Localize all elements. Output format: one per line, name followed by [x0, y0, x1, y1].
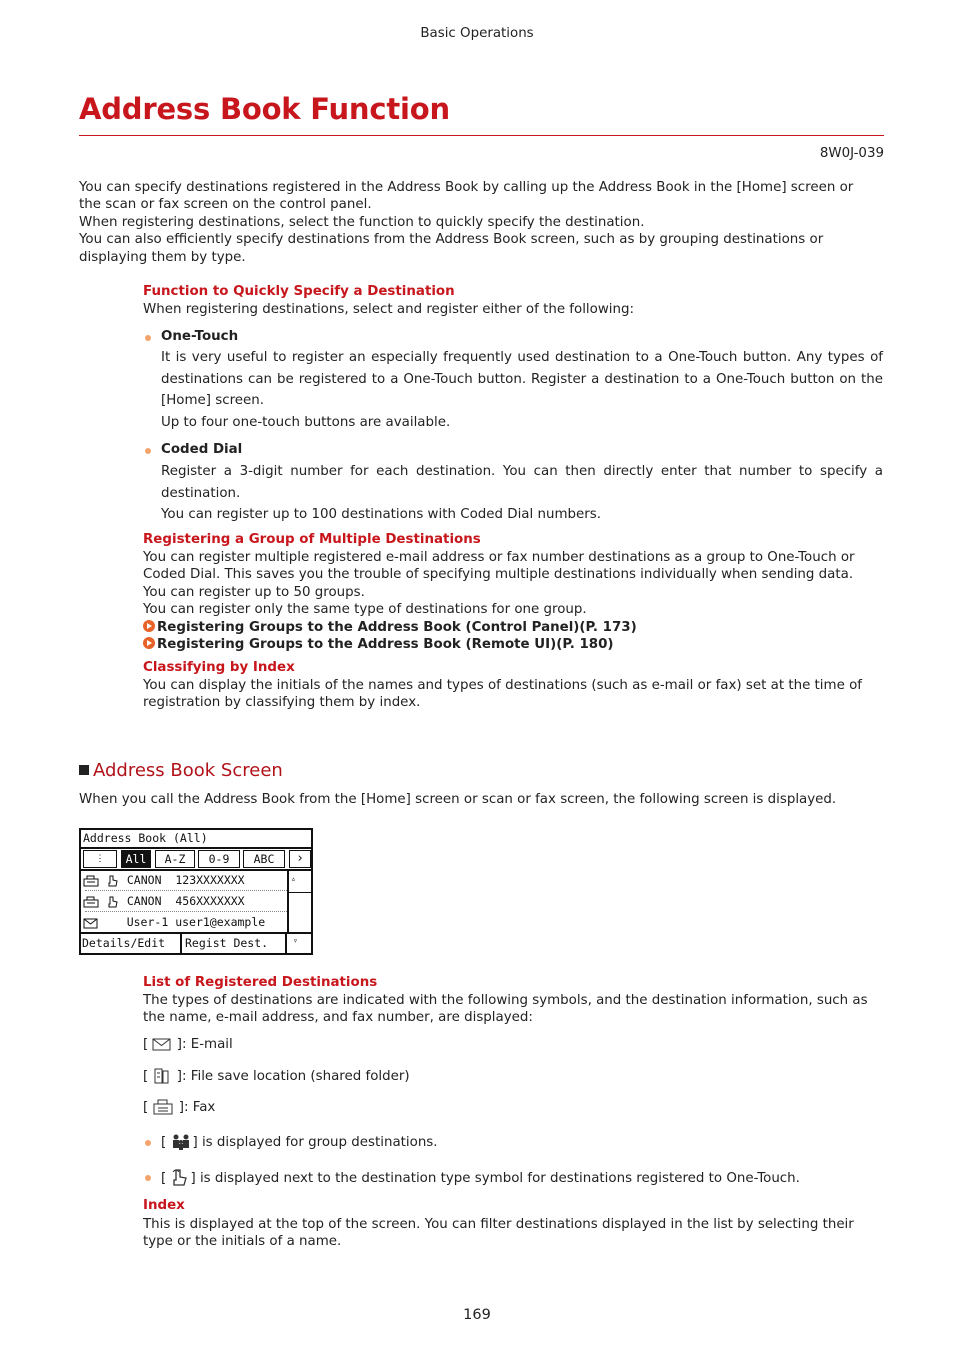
lcd-title: Address Book (All) [83, 831, 208, 845]
coded-dial-note: You can register up to 100 destinations with Coded Dial numbers. [161, 507, 601, 522]
bullet-dot [145, 1140, 151, 1146]
email-icon [83, 917, 99, 929]
row-name: CANON [126, 873, 162, 887]
group-line: You can register only the same type of destinations for one group. [143, 602, 587, 618]
title-rule [79, 135, 884, 136]
index-line: This is displayed at the top of the screen. You can filter destinations displayed in the list by selecting their [143, 1217, 854, 1232]
type-fax: [ ]: Fax [143, 1100, 216, 1115]
tab-a-z[interactable]: A-Z [155, 850, 195, 868]
type-shared-folder: [ ]: File save location (shared folder) [143, 1069, 410, 1084]
list-dest-line: The types of destinations are indicated with the following symbols, and the destination information, such as [143, 993, 868, 1008]
intro-line: You can also efficiently specify destinations from the Address Book screen, such as by grouping destinations or [79, 232, 824, 248]
running-header: Basic Operations [420, 26, 534, 41]
quick-lead: When registering destinations, select and register either of the following: [143, 302, 635, 317]
index-heading: Index [143, 1198, 185, 1213]
link-groups-control-panel[interactable]: Registering Groups to the Address Book (Control Panel)(P. 173) [143, 619, 888, 636]
row-name: CANON [126, 894, 162, 908]
chevron-right-icon[interactable]: › [289, 850, 311, 868]
one-touch-icon [106, 895, 120, 909]
page-title: Address Book Function [79, 92, 450, 126]
details-edit-button[interactable]: Details/Edit [82, 934, 182, 953]
row-name: User-1 [126, 915, 169, 929]
fax-icon [152, 1099, 174, 1115]
type-filter-icon[interactable]: ⋮ [83, 850, 117, 868]
bullet-dot [145, 1175, 151, 1181]
index-class-heading: Classifying by Index [143, 660, 295, 675]
fax-icon [83, 896, 99, 908]
group-icon [170, 1133, 192, 1151]
group-body [143, 549, 888, 653]
scroll-divider [289, 892, 311, 893]
intro-line: the scan or fax screen on the control panel. [79, 197, 372, 213]
type-email: [ ]: E-mail [143, 1037, 233, 1052]
list-dest-line: the name, e-mail address, and fax number, are displayed: [143, 1010, 533, 1026]
link-arrow-icon [143, 620, 155, 632]
row-value: user1@example [175, 915, 266, 929]
intro-line: When registering destinations, select the function to quickly specify the destination. [79, 214, 645, 230]
email-icon [152, 1037, 172, 1051]
intro-line: displaying them by type. [79, 249, 246, 265]
row-value: 123XXXXXXX [175, 873, 245, 887]
list-dest-heading: List of Registered Destinations [143, 975, 378, 990]
address-book-lcd [79, 828, 313, 955]
group-line: You can register multiple registered e-mail address or fax number destinations as a group to One-Touch or [143, 550, 855, 565]
tab-abc[interactable]: ABC [243, 850, 285, 868]
one-touch-note: Up to four one-touch buttons are available. [161, 415, 451, 430]
bullet-dot [145, 448, 151, 454]
list-item[interactable] [83, 912, 265, 932]
intro-line: You can specify destinations registered in the Address Book by calling up the Address Book in the [Home] screen or [79, 180, 854, 195]
one-touch-name: One-Touch [161, 329, 239, 344]
bullet-dot [145, 335, 151, 341]
shared-folder-icon [152, 1067, 172, 1085]
index-class-body [143, 677, 888, 712]
one-touch-icon [106, 874, 120, 888]
index-class-line: registration by classifying them by index. [143, 695, 421, 711]
group-heading: Registering a Group of Multiple Destinations [143, 532, 481, 547]
index-body [143, 1216, 888, 1251]
index-class-line: You can display the initials of the names and types of destinations (such as e-mail or fax) set at the time of [143, 678, 862, 693]
one-touch-note-2: [ ] is displayed next to the destination type symbol for destinations registered to One-Touch. [161, 1168, 800, 1188]
row-value: 456XXXXXXX [175, 894, 245, 908]
scroll-divider [287, 870, 289, 933]
tab-0-9[interactable]: 0-9 [198, 850, 240, 868]
tab-all[interactable]: All [121, 850, 151, 868]
list-dest-body [143, 992, 888, 1027]
doc-id: 8W0J-039 [819, 146, 884, 161]
one-touch-desc: It is very useful to register an especially frequently used destination to a One-Touch button. Any types of destinations can be registered to a One-Touch button. Register a destination to a One-Touch button on the [Home] screen. [161, 350, 883, 409]
section-heading: Address Book Screen [79, 760, 283, 781]
fax-icon [83, 875, 99, 887]
list-item[interactable] [83, 870, 245, 890]
regist-dest-button[interactable]: Regist Dest. [185, 934, 287, 953]
screen-lead: When you call the Address Book from the [Home] screen or scan or fax screen, the following screen is displayed. [79, 792, 837, 807]
scroll-up-icon[interactable]: ▵ [291, 874, 296, 883]
group-line: Coded Dial. This saves you the trouble of specifying multiple destinations individually when sending data. [143, 567, 854, 583]
coded-dial-name: Coded Dial [161, 442, 243, 457]
intro [79, 179, 889, 266]
group-line: You can register up to 50 groups. [143, 584, 365, 600]
group-note: [ ] is displayed for group destinations. [161, 1135, 438, 1150]
link-arrow-icon [143, 637, 155, 649]
link-groups-remote-ui[interactable]: Registering Groups to the Address Book (Remote UI)(P. 180) [143, 636, 888, 653]
scroll-down-icon[interactable]: ▿ [293, 936, 298, 945]
quick-heading: Function to Quickly Specify a Destination [143, 284, 455, 299]
coded-dial-desc: Register a 3-digit number for each destination. You can then directly enter that number to specify a destination. [161, 464, 883, 501]
square-bullet-icon [79, 765, 89, 775]
page-number: 169 [463, 1307, 491, 1323]
lcd-divider [81, 847, 311, 849]
index-line: type or the initials of a name. [143, 1234, 342, 1250]
list-item[interactable] [83, 891, 245, 911]
one-touch-icon [170, 1168, 190, 1188]
